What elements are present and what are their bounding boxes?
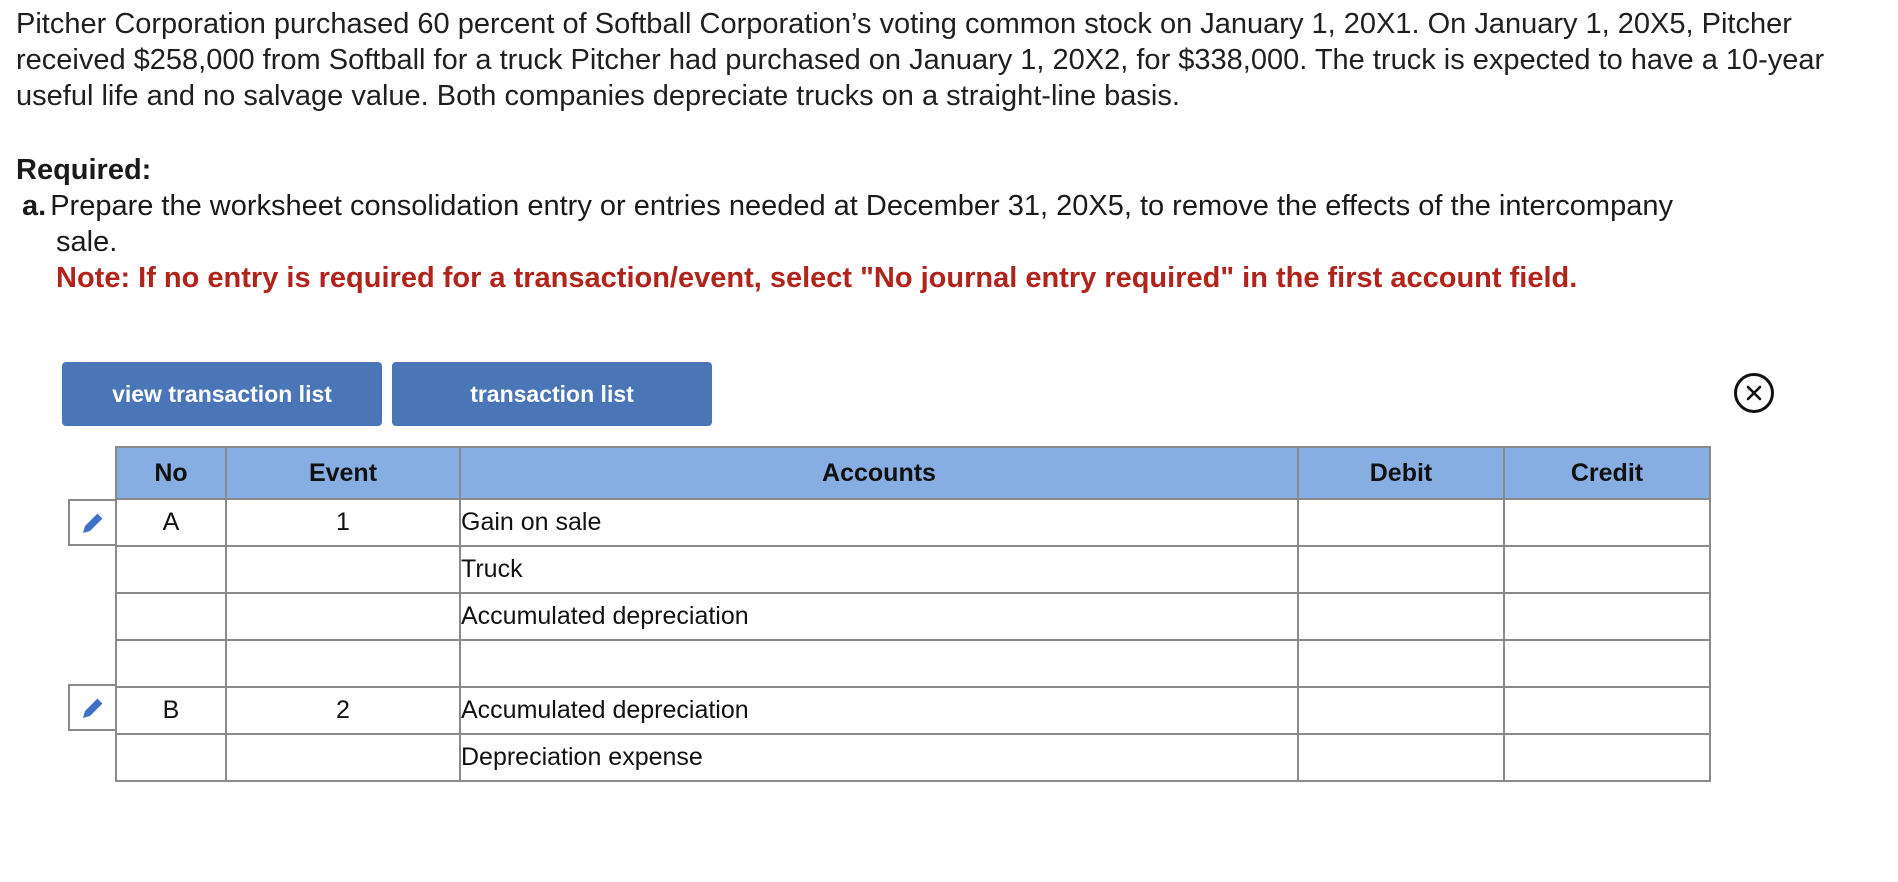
table-row	[116, 593, 1710, 640]
cell-credit	[1504, 546, 1710, 593]
journal-entry-table	[115, 446, 1711, 782]
cell-debit	[1298, 734, 1504, 781]
table-row	[116, 734, 1710, 781]
edit-entry-b-button[interactable]	[68, 684, 116, 731]
table-row	[116, 499, 1710, 546]
requirement-a-text-continued: sale.	[56, 226, 118, 258]
cell-credit	[1504, 687, 1710, 734]
column-header-credit: Credit	[1504, 447, 1710, 499]
column-header-no: No	[116, 447, 226, 499]
required-heading: Required:	[16, 154, 152, 186]
cell-account: Accumulated depreciation	[460, 593, 1298, 640]
cell-no	[116, 734, 226, 781]
table-header-row	[116, 447, 1710, 499]
cell-account: Truck	[460, 546, 1298, 593]
problem-statement: Pitcher Corporation purchased 60 percent of Softball Corporation’s voting common stock on January 1, 20X1. On January 1, 20X5, Pitcher received $258,000 from Softball for a truck Pitcher had purchased on January 1, 20X2, for $338,000. The truck is expected to have a 10-year useful life and no salvage value. Both companies depreciate trucks on a straight-line basis.	[16, 8, 1825, 112]
close-icon[interactable]	[1734, 373, 1774, 413]
cell-event	[226, 640, 460, 687]
cell-no: A	[116, 499, 226, 546]
cell-credit	[1504, 499, 1710, 546]
column-header-debit: Debit	[1298, 447, 1504, 499]
cell-debit	[1298, 593, 1504, 640]
cell-event: 2	[226, 687, 460, 734]
cell-credit	[1504, 593, 1710, 640]
cell-debit	[1298, 640, 1504, 687]
cell-event: 1	[226, 499, 460, 546]
cell-event	[226, 734, 460, 781]
column-header-accounts: Accounts	[460, 447, 1298, 499]
cell-account: Gain on sale	[460, 499, 1298, 546]
requirement-a	[22, 188, 1882, 260]
cell-account: Accumulated depreciation	[460, 687, 1298, 734]
pencil-icon	[79, 509, 107, 537]
cell-debit	[1298, 687, 1504, 734]
requirement-a-letter: a.	[22, 190, 47, 222]
cell-no	[116, 546, 226, 593]
instruction-note: Note: If no entry is required for a transaction/event, select "No journal entry required" in the first account field.	[56, 262, 1578, 294]
column-header-event: Event	[226, 447, 460, 499]
cell-event	[226, 593, 460, 640]
cell-no	[116, 593, 226, 640]
cell-no	[116, 640, 226, 687]
table-row	[116, 687, 1710, 734]
edit-entry-a-button[interactable]	[68, 499, 116, 546]
cell-account	[460, 640, 1298, 687]
view-transaction-list-button[interactable]: view transaction list	[62, 362, 382, 426]
pencil-icon	[79, 694, 107, 722]
cell-event	[226, 546, 460, 593]
cell-debit	[1298, 546, 1504, 593]
cell-no: B	[116, 687, 226, 734]
table-row	[116, 640, 1710, 687]
requirement-a-text: Prepare the worksheet consolidation entry or entries needed at December 31, 20X5, to remove the effects of the intercompany	[50, 190, 1673, 222]
cell-credit	[1504, 734, 1710, 781]
cell-debit	[1298, 499, 1504, 546]
cell-account: Depreciation expense	[460, 734, 1298, 781]
cell-credit	[1504, 640, 1710, 687]
table-row	[116, 546, 1710, 593]
transaction-list-button[interactable]: transaction list	[392, 362, 712, 426]
